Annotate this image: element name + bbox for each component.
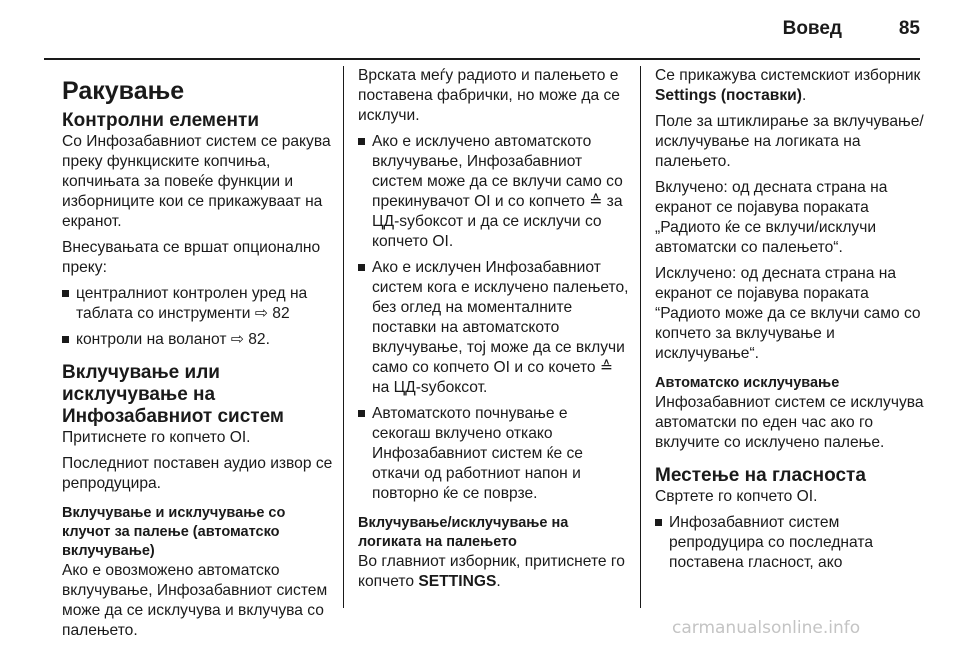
column-divider-1 bbox=[343, 66, 344, 608]
bullet-square-icon bbox=[655, 519, 662, 526]
page-ref[interactable]: 82. bbox=[248, 331, 270, 348]
watermark: carmanualsonline.info bbox=[672, 618, 861, 638]
onoff-text-1: Притиснете го копчето OI. bbox=[62, 429, 251, 446]
col3-intro bbox=[655, 66, 927, 106]
inputs-text: Внесувањата се вршат опционално преку: bbox=[62, 239, 321, 276]
page-title: Ракување bbox=[62, 77, 185, 105]
logic-text-post: . bbox=[496, 573, 501, 590]
bullet-text: Ако е исклучено автоматското вклучување, Инфозабавниот систем може да се вклучи само со прекинувачот OI и со копчето ≙ за ЦД-ѕубоксот и да се исклучи со копчето OI. bbox=[372, 133, 623, 250]
list-item bbox=[62, 330, 334, 350]
column-3 bbox=[655, 66, 927, 579]
settings-key: SETTINGS bbox=[418, 573, 497, 590]
auto-off-text: Инфозабавниот систем се исклучува автоматски по еден час ако го вклучите со исклучено палење. bbox=[655, 394, 924, 451]
page-ref[interactable]: 82 bbox=[272, 305, 290, 322]
col3-intro-post: . bbox=[801, 87, 807, 104]
bullet-text: Ако е исклучен Инфозабавниот систем кога е исклучено палењето, без оглед на моменталните поставки на автоматското вклучување, тој може да се вклучи само со копчето OI и со кочето ≙ на ЦД-ѕубоксот. bbox=[372, 259, 629, 396]
bullet-square-icon bbox=[358, 138, 365, 145]
disabled-text: Исклучено: од десната страна на екранот се појавува пораката “Радиото може да се вклучи само со копчето за вклучување и исклучување“. bbox=[655, 265, 921, 362]
bullet-square-icon bbox=[358, 410, 365, 417]
list-item bbox=[358, 132, 630, 252]
controls-text: Со Инфозабавниот систем се ракува преку функциските копчиња, копчињата за повеќе функции и изборниците кои се прикажуваат на екранот. bbox=[62, 133, 331, 230]
bullet-square-icon bbox=[62, 336, 69, 343]
page-header bbox=[0, 0, 960, 58]
page-number: 85 bbox=[898, 18, 920, 39]
bullet-square-icon bbox=[62, 290, 69, 297]
page-ref-arrow-icon: ⇨ bbox=[254, 305, 268, 322]
logic-heading: Вклучување/исклучување на логиката на палењето bbox=[358, 515, 569, 550]
col3-intro-pre: Се прикажува системскиот изборник bbox=[655, 67, 921, 84]
auto-off-heading: Автоматско исклучување bbox=[655, 375, 840, 391]
controls-heading: Контролни елементи bbox=[62, 110, 260, 131]
settings-menu-key: Settings (поставки) bbox=[655, 87, 802, 104]
logic-text-pre: Во главниот изборник, притиснете го копчето bbox=[358, 553, 625, 590]
enabled-text: Вклучено: од десната страна на екранот се појавува пораката „Радиото ќе се вклучи/исклучи автоматски со палењето“. bbox=[655, 179, 888, 256]
column-divider-2 bbox=[640, 66, 641, 608]
bullet-text: контроли на воланот bbox=[76, 331, 227, 348]
ignition-heading: Вклучување и исклучување со клучот за палење (автоматско вклучување) bbox=[62, 505, 286, 559]
bullet-square-icon bbox=[358, 264, 365, 271]
list-item bbox=[358, 258, 630, 398]
column-2 bbox=[358, 66, 630, 598]
checkbox-field-text: Поле за штиклирање за вклучување/исклучување на логиката на палењето. bbox=[655, 113, 924, 170]
list-item bbox=[62, 284, 334, 324]
volume-text: Свртете го копчето OI. bbox=[655, 488, 818, 505]
volume-heading: Местење на гласноста bbox=[655, 465, 866, 486]
onoff-text-2: Последниот поставен аудио извор се репродуцира. bbox=[62, 455, 333, 492]
column-1 bbox=[62, 66, 334, 647]
ignition-text: Ако е овозможено автоматско вклучување, Инфозабавниот систем може да се исклучува и вклучува со палењето. bbox=[62, 562, 328, 639]
list-item bbox=[655, 513, 927, 573]
bullet-text: Инфозабавниот систем репродуцира со последната поставена гласност, ако bbox=[669, 514, 874, 571]
col2-intro: Врската меѓу радиото и палењето е поставена фабрички, но може да се исклучи. bbox=[358, 67, 620, 124]
section-title: Вовед bbox=[782, 18, 842, 39]
logic-text bbox=[358, 552, 630, 592]
onoff-heading: Вклучување или исклучување на Инфозабавниот систем bbox=[62, 362, 284, 427]
bullet-text: Автоматското почнување е секогаш вклучено откако Инфозабавниот систем ќе се откачи од работниот напон и повторно ќе се поврзе. bbox=[372, 405, 583, 502]
header-rule bbox=[44, 58, 920, 60]
page-ref-arrow-icon: ⇨ bbox=[230, 331, 244, 348]
list-item bbox=[358, 404, 630, 504]
bullet-text: централниот контролен уред на таблата со инструменти bbox=[76, 285, 308, 322]
